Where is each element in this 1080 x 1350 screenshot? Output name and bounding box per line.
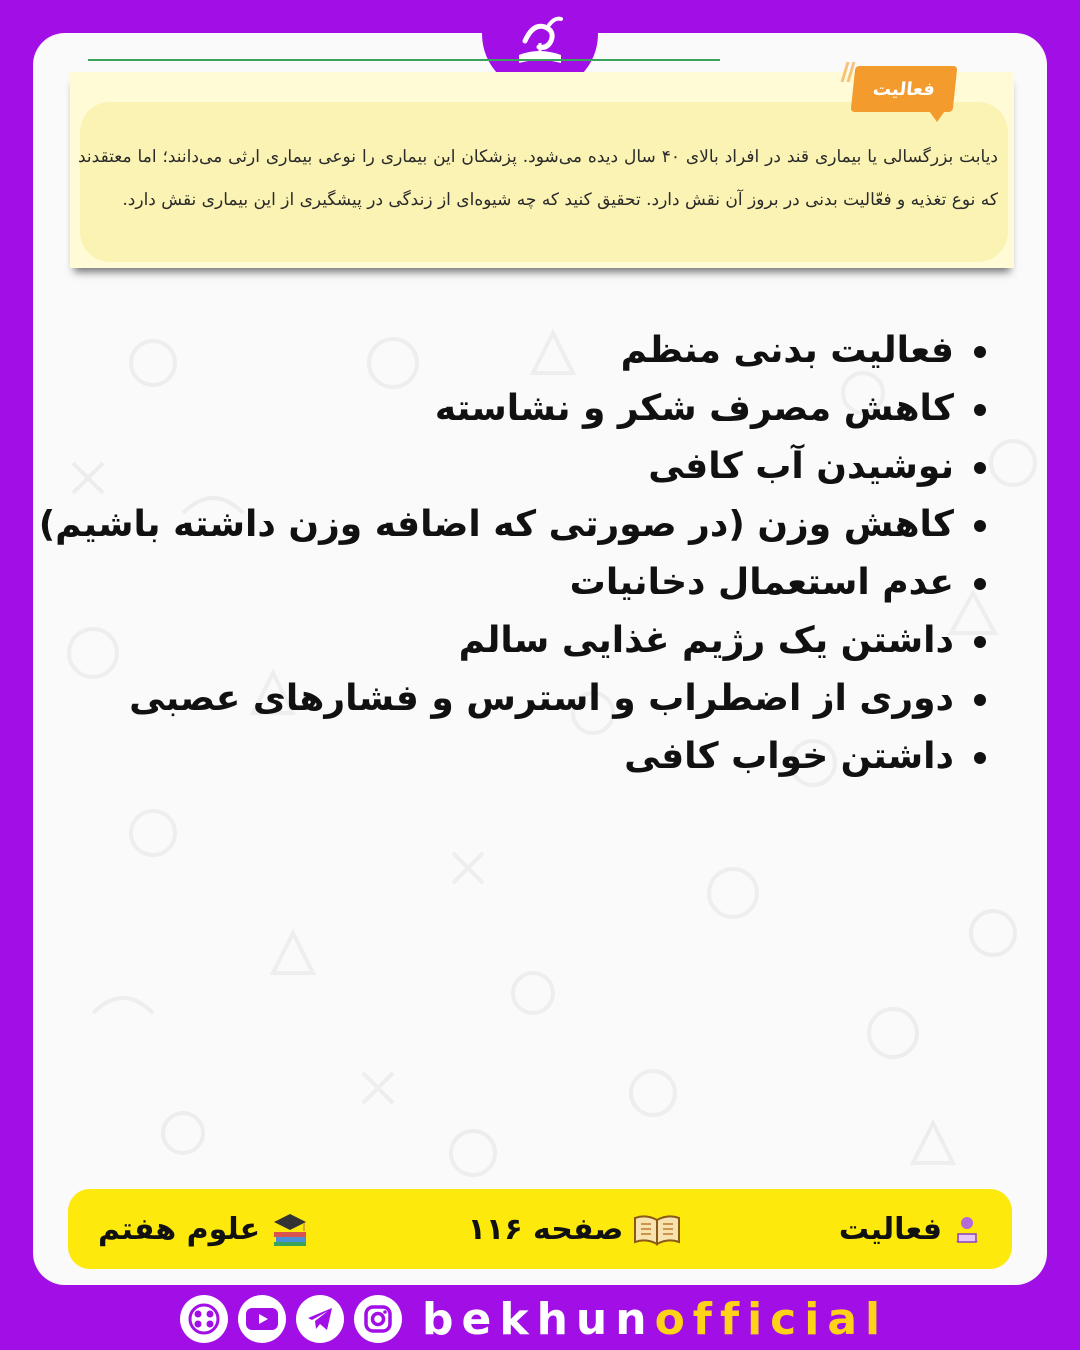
list-item — [70, 380, 990, 438]
list-item — [38, 496, 990, 554]
open-book-icon — [633, 1212, 681, 1246]
bullet-dot — [974, 752, 986, 764]
logo-icon — [505, 11, 575, 81]
graduation-books-icon — [270, 1212, 310, 1246]
list-item-text: داشتن یک رژیم غذایی سالم — [458, 620, 954, 661]
footer-page — [468, 1212, 682, 1247]
footer-activity — [839, 1212, 982, 1247]
bullet-dot — [974, 636, 986, 648]
list-item — [70, 670, 990, 728]
activity-tag: فعالیت — [851, 66, 958, 112]
youtube-icon — [245, 1306, 279, 1332]
instagram-link[interactable] — [354, 1295, 402, 1343]
bullet-dot — [974, 520, 986, 532]
telegram-link[interactable] — [296, 1295, 344, 1343]
activity-tag-tail — [927, 108, 947, 122]
footer-activity-label: فعالیت — [838, 1211, 942, 1247]
aparat-link[interactable] — [180, 1295, 228, 1343]
list-item-text: داشتن خواب کافی — [624, 736, 954, 777]
telegram-icon — [305, 1304, 335, 1334]
list-item-text: فعالیت بدنی منظم — [620, 330, 954, 371]
handle-part1: bekhun — [422, 1293, 655, 1345]
footer-page-label: صفحه ۱۱۶ — [467, 1211, 624, 1247]
list-item-text: دوری از اضطراب و استرس و فشارهای عصبی — [129, 678, 954, 719]
bullet-dot — [974, 462, 986, 474]
handle-part2: official — [654, 1293, 889, 1345]
list-item — [70, 728, 990, 786]
social-row — [180, 1290, 900, 1348]
bullet-dot — [974, 578, 986, 590]
footer-bar — [68, 1189, 1012, 1269]
list-item — [70, 612, 990, 670]
bullet-dot — [974, 346, 986, 358]
footer-subject-label: علوم هفتم — [98, 1211, 261, 1247]
book-paragraph: دیابت بزرگسالی یا بیماری قند در افراد بالای ۴۰ سال دیده می‌شود. پزشکان این بیماری را نوعی بیماری ارثی می‌دانند؛ اما معتقدند که نوع تغذیه و فعّالیت بدنی در بروز آن نقش دارد. تحقیق کنید که چه شیوه‌ای از زندگی در پیشگیری از این بیماری نقش دارد. — [78, 147, 999, 210]
list-item-text: نوشیدن آب کافی — [648, 446, 954, 487]
brand-handle[interactable] — [422, 1294, 888, 1345]
header-divider — [88, 59, 720, 61]
list-item — [70, 438, 990, 496]
list-item — [70, 322, 990, 380]
teacher-icon — [952, 1214, 982, 1244]
aparat-icon — [187, 1302, 221, 1336]
footer-subject — [98, 1212, 310, 1247]
list-item-text: عدم استعمال دخانیات — [569, 562, 954, 603]
instagram-icon — [363, 1304, 393, 1334]
answer-list — [38, 322, 990, 786]
youtube-link[interactable] — [238, 1295, 286, 1343]
list-item-text: کاهش مصرف شکر و نشاسته — [434, 388, 954, 429]
bullet-dot — [974, 404, 986, 416]
list-item — [70, 554, 990, 612]
bullet-dot — [974, 694, 986, 706]
list-item-text: کاهش وزن (در صورتی که اضافه وزن داشته باشیم) — [38, 504, 954, 545]
